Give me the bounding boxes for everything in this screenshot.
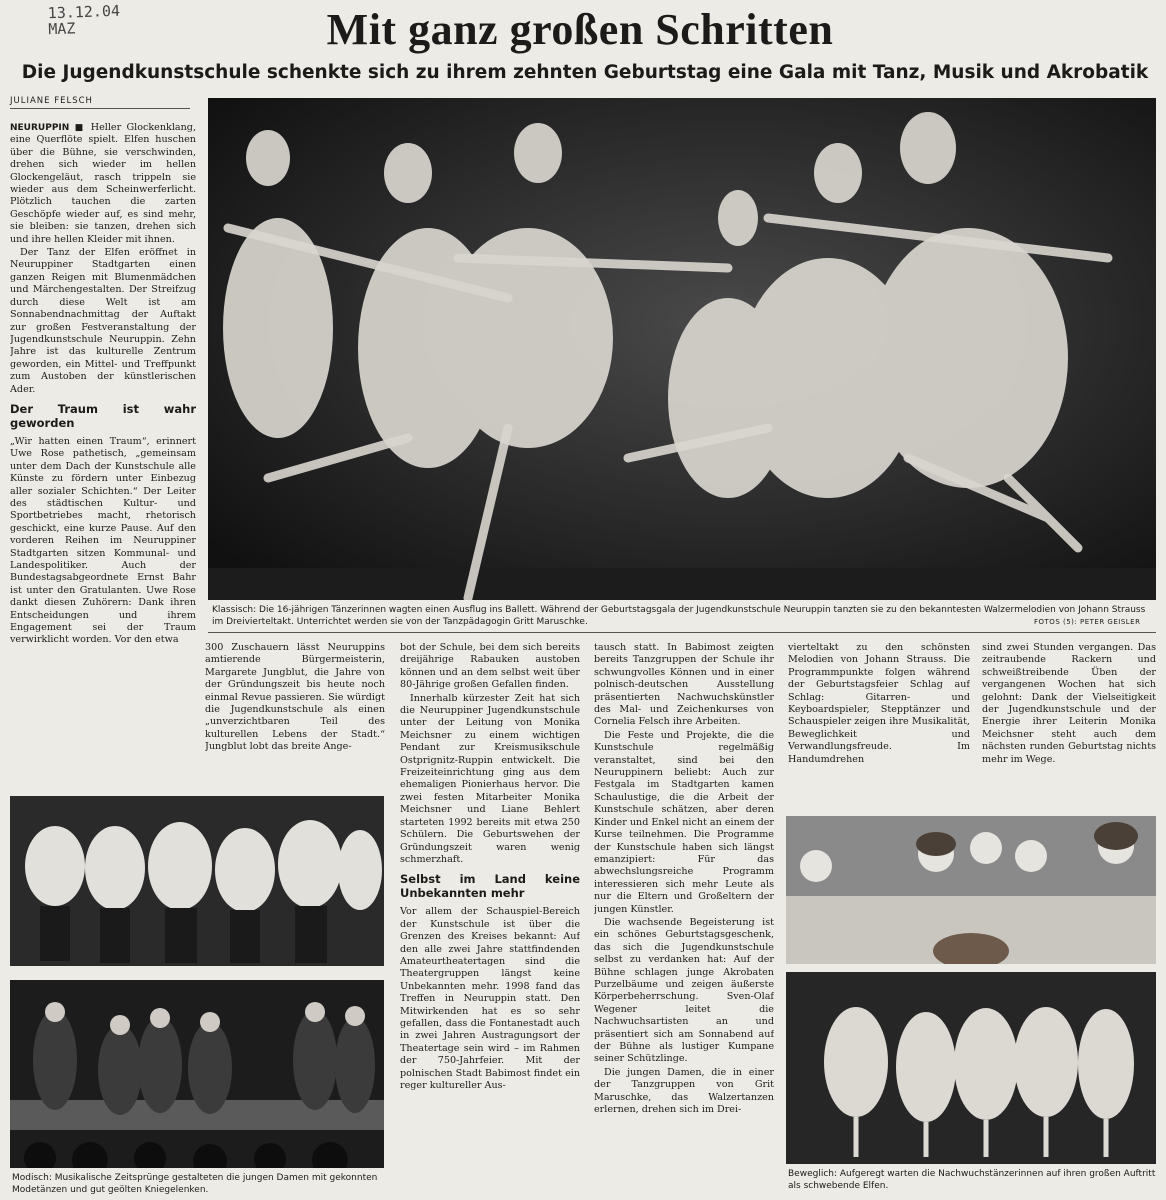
paragraph: Innerhalb kürzester Zeit hat sich die Neuruppiner Jugendkunstschule unter der Leitung von Monika Meichsner zu einem wichtigen Pendant zur Kreismusikschule Ostprignitz-Ruppin entwickelt. Die Freizeiteinrichtung ging aus dem ehemaligen Pionierhaus hervor. Die zwei festen Mitarbeiter Monika Meichsner und Liane Behlert starteten 1992 bereits mit etwa 250 Schülern. Die Geburtswehen der Gründungszeit waren wenig schmerzhaft. <box>400 692 580 865</box>
dateline: NEURUPPIN ■ <box>10 123 86 133</box>
paragraph: tausch statt. In Babimost zeigten bereits Tanzgruppen der Schule ihr schwungvolles Können und in einer polnisch-deutschen Ausstellung präsentierten Nachwuchskünstler des Mal- und Zeichenkurses von Cornelia Felsch ihre Arbeiten. <box>594 642 774 728</box>
dancers-photo-top-left <box>10 796 384 966</box>
subheading: Selbst im Land keine Unbekannten mehr <box>400 872 580 901</box>
article-column-3 <box>400 642 580 1198</box>
modern-dance-photo <box>10 980 384 1168</box>
paragraph: Vor allem der Schauspiel-Bereich der Kunstschule ist über die Grenzen des Kreises bekannt: Auf den alle zwei Jahre stattfindenden Amateurtheatertagen sind die Theatergruppen längst keine Unbekannten mehr. 1998 fand das Treffen in Neuruppin statt. Den Mitwirkenden hat es so sehr gefallen, dass die Fontanestadt auch in zwei Jahren Austragungsort der Theatertage sein wird – im Rahmen der 750-Jahrfeier. Mit der polnischen Stadt Babimost findet ein reger kultureller Aus- <box>400 906 580 1091</box>
handwritten-date: 13.12.04 <box>47 1 121 23</box>
elves-dance-photo <box>786 972 1156 1164</box>
byline-rule <box>10 108 190 109</box>
paragraph: Die wachsende Begeisterung ist ein schönes Geburtstagsgeschenk, das sich die Jugendkunstschule selbst zu verdanken hat: Auf der Bühne schlagen junge Akrobaten Purzelbäume und zeigen äußerste Körperbeherrschung. Sven-Olaf Wegener leitet die Nachwuchsartisten an und präsentiert sich am Sonnabend auf der Bühne als lustiger Kumpane seiner Schützlinge. <box>594 916 774 1065</box>
subheading: Der Traum ist wahr geworden <box>10 401 196 430</box>
modisch-caption: Modisch: Musikalische Zeitsprünge gestalteten die jungen Damen mit gekonnten Modetänzen und gut geölten Kniegelenken. <box>12 1173 378 1195</box>
subheadline: Die Jugendkunstschule schenkte sich zu ihrem zehnten Geburtstag eine Gala mit Tanz, Musik und Akrobatik <box>21 62 1149 83</box>
beweglich-caption: Beweglich: Aufgeregt warten die Nachwuchstänzerinnen auf ihren großen Auftritt als schwebende Elfen. <box>788 1169 1156 1191</box>
caption-rule <box>208 632 1156 633</box>
author-byline: JULIANE FELSCH <box>10 96 93 106</box>
paragraph: Die jungen Damen, die in einer der Tanzgruppen von Grit Maruschke, das Walzertanzen erlernen, drehen sich im Drei- <box>594 1066 774 1116</box>
children-waiting-photo <box>786 816 1156 964</box>
paragraph: 300 Zuschauern lässt Neuruppins amtierende Bürgermeisterin, Margarete Jungblut, die Jahre von der Gründungszeit bis heute noch einmal Revue passieren. Sie würdigt die Jugendkunstschule als einen „unverzichtbaren Teil des kulturellen Lebens der Stadt.“ Jungblut lobt das breite Ange- <box>205 642 385 753</box>
handwritten-note <box>47 3 120 38</box>
paragraph: Die Feste und Projekte, die die Kunstschule regelmäßig veranstaltet, sind bei den Neuruppinern beliebt: Auch zur Festgala im Stadtgarten kamen Schaulustige, die die Arbeit der Kunstschule schätzen, aber deren Kinder und Enkel nicht an einem der Kurse teilnehmen. Die Programme der Kunstschule haben sich längst emanzipiert: Für das abwechslungsreiche Programm interessieren sich mehr Leute als nur die Eltern und Großeltern der jungen Künstler. <box>594 729 774 915</box>
paragraph: „Wir hatten einen Traum“, erinnert Uwe Rose pathetisch, „gemeinsam unter dem Dach der Kunstschule alle Künste zu fördern unter Einbezug aller sozialer Schichten.“ Der Leiter des städtischen Kultur- und Sportbetriebes macht, rhetorisch geschickt, eine kurze Pause. Auf den vorderen Reihen im Neuruppiner Stadtgarten sitzen Kommunal- und Landespolitiker. Auch der Bundestagsabgeordnete Ernst Bahr ist unter den Gratulanten. Uwe Rose dankt diesen Zuhörern: Dank ihren Entscheidungen und ihrem Engagement sei der Traum verwirklicht worden. Vor den etwa <box>10 435 196 646</box>
article-column-4 <box>594 642 774 1198</box>
paragraph: Der Tanz der Elfen eröffnet in Neuruppiner Stadtgarten einen ganzen Reigen mit Blumenmädchen und Märchengestalten. Der Streifzug durch diese Welt ist am Sonnabendnachmittag der Auftakt zur großen Festveranstaltung der Jugendkunstschule Neuruppin. Zehn Jahre ist das kulturelle Zentrum geworden, ein Mittel- und Treffpunkt zum Austoben der künstlerischen Ader. <box>10 247 196 395</box>
paragraph: bot der Schule, bei dem sich bereits dreijährige Rabauken austoben können und an dem selbst weit über 80-Jährige großen Gefallen finden. <box>400 642 580 691</box>
article-column-1 <box>10 122 196 842</box>
main-photo-caption: Klassisch: Die 16-jährigen Tänzerinnen wagten einen Ausflug ins Ballett. Während der Geburtstagsgala der Jugendkunstschule Neuruppin tanzten sie zu den bekanntesten Walzermelodien von Johann Strauss im Dreivierteltakt. Unterrichtet werden sie von der Tanzpädagogin Gritt Maruschke. <box>212 605 1146 627</box>
article-column-2 <box>205 642 385 792</box>
paragraph: Heller Glockenklang, eine Querflöte spielt. Elfen huschen über die Bühne, sie verschwinden, drehen sich wieder im hellen Glockengeläut, rasch trippeln sie wieder aus dem Scheinwerferlicht. Plötzlich tauchen die zarten Geschöpfe wieder auf, es sind mehr, sie bleiben: sie tanzen, drehen sich und ihre hellen Kleider mit ihnen. <box>10 122 196 245</box>
headline: Mit ganz großen Schritten <box>326 5 834 54</box>
photo-credit: FOTOS (5): PETER GEISLER <box>1034 618 1141 626</box>
handwritten-source: MAZ <box>47 19 76 39</box>
article-column-6 <box>982 642 1156 802</box>
paragraph: sind zwei Stunden vergangen. Das zeitraubende Rackern und schweißtreibende Üben der vergangenen Wochen hat sich gelohnt: Dank der Vielseitigkeit der Jugendkunstschule und der Energie ihrer Leiterin Monika Meichsner steht auch dem nächsten runden Geburtstag nichts mehr im Wege. <box>982 642 1156 765</box>
paragraph: vierteltakt zu den schönsten Melodien von Johann Strauss. Die Programmpunkte folgen während der Geburtstagsfeier Schlag auf Schlag: Gitarren- und Keyboardspieler, Stepptänzer und Schauspieler zeigen ihre Musikalität, Beweglichkeit und Verwandlungsfreude. Im Handumdrehen <box>788 642 970 765</box>
article-column-5 <box>788 642 970 802</box>
main-ballet-photo <box>208 98 1156 600</box>
